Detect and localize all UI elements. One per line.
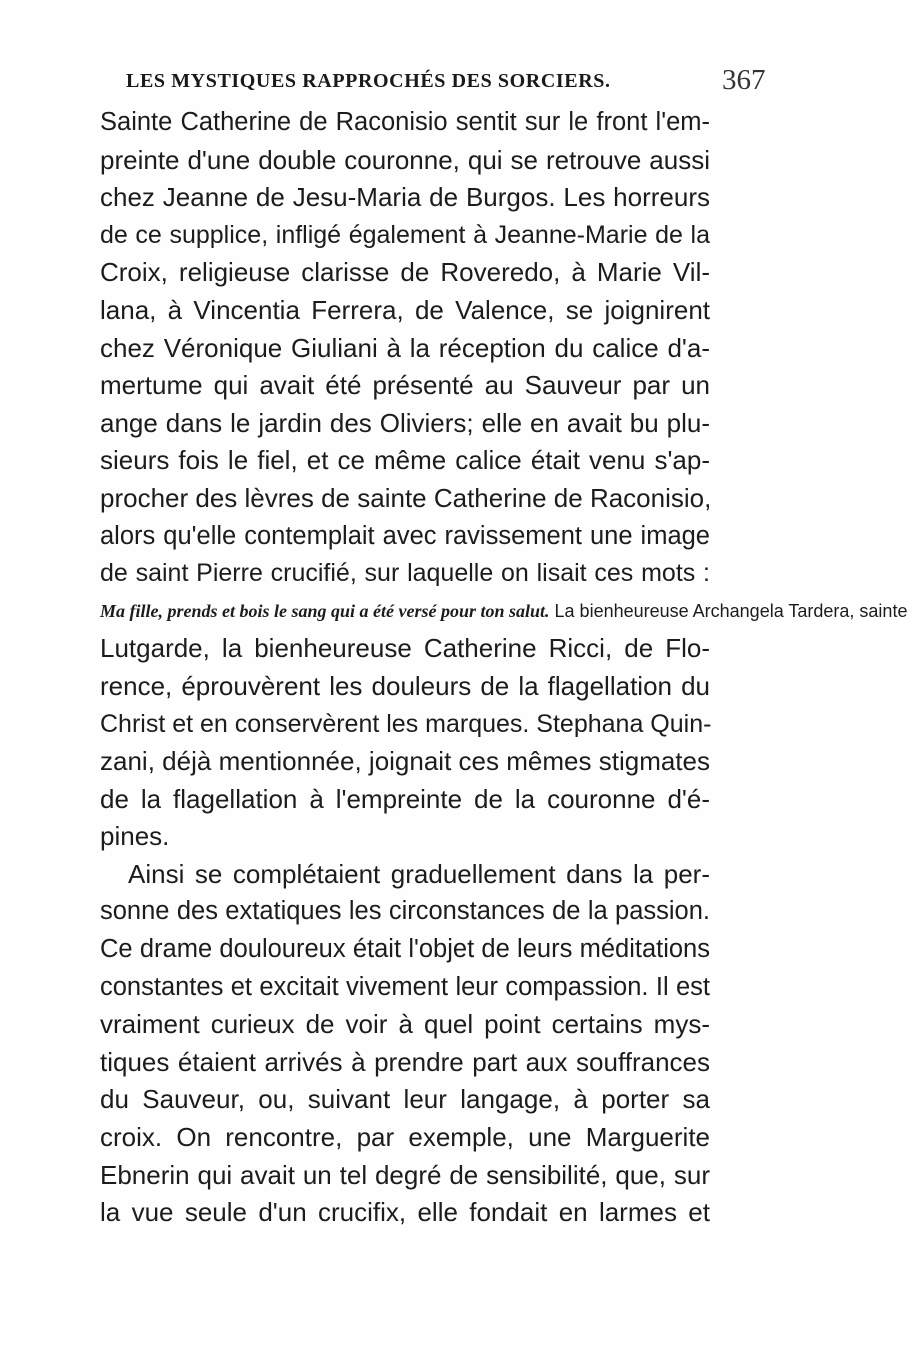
text-line: de la flagellation à l'empreinte de la couronne d'é- bbox=[100, 783, 710, 814]
text-line: croix. On rencontre, par exemple, une Marguerite bbox=[100, 1122, 710, 1153]
text-line: tiques étaient arrivés à prendre part aux souffrances bbox=[100, 1046, 710, 1077]
text-line: Croix, religieuse clarisse de Roveredo, à Marie Vil- bbox=[100, 257, 710, 288]
italic-quotation: Ma fille, prends et bois le sang qui a été versé pour ton salut. bbox=[100, 600, 550, 621]
text-line: Lutgarde, la bienheureuse Catherine Ricci, de Flo- bbox=[100, 633, 710, 664]
text-line: Ce drame douloureux était l'objet de leurs méditations bbox=[100, 935, 710, 964]
text-line: alors qu'elle contemplait avec ravissement une image bbox=[100, 521, 710, 550]
text-line: la vue seule d'un crucifix, elle fondait en larmes et bbox=[100, 1197, 710, 1228]
text-line: Sainte Catherine de Raconisio sentit sur le front l'em- bbox=[100, 108, 710, 136]
page-number: 367 bbox=[722, 64, 766, 96]
text-line: zani, déjà mentionnée, joignait ces mêmes stigmates bbox=[100, 746, 710, 777]
text-line: mertume qui avait été présenté au Sauveur par un bbox=[100, 370, 710, 401]
text-line: de saint Pierre crucifié, sur laquelle on lisait ces mots : bbox=[100, 559, 710, 588]
text-line: pines. bbox=[100, 821, 170, 852]
running-title: LES MYSTIQUES RAPPROCHÉS DES SORCIERS. bbox=[126, 70, 611, 92]
text-line: constantes et excitait vivement leur compassion. Il est bbox=[100, 972, 710, 1001]
text-line: de ce supplice, infligé également à Jeanne-Marie de la bbox=[100, 220, 710, 249]
text-line: Christ et en conservèrent les marques. Stephana Quin- bbox=[100, 709, 712, 738]
text-line: rence, éprouvèrent les douleurs de la flagellation du bbox=[100, 670, 710, 701]
body-text bbox=[100, 104, 907, 1232]
text-line: du Sauveur, ou, suivant leur langage, à porter sa bbox=[100, 1084, 710, 1115]
text-line: sonne des extatiques les circonstances de la passion. bbox=[100, 897, 710, 926]
text-line: chez Jeanne de Jesu-Maria de Burgos. Les horreurs bbox=[100, 182, 710, 213]
text-segment: La bienheureuse Archangela Tardera, sainte bbox=[549, 600, 907, 621]
paragraph-first-line: Ainsi se complétaient graduellement dans la per- bbox=[128, 858, 710, 889]
text-line-with-quote bbox=[100, 593, 907, 631]
running-header bbox=[0, 62, 800, 102]
text-line: vraiment curieux de voir à quel point certains mys- bbox=[100, 1009, 710, 1040]
text-line: preinte d'une double couronne, qui se retrouve aussi bbox=[100, 144, 710, 175]
text-line: procher des lèvres de sainte Catherine de Raconisio, bbox=[100, 482, 712, 513]
text-line: Ebnerin qui avait un tel degré de sensibilité, que, sur bbox=[100, 1159, 710, 1190]
text-line: ange dans le jardin des Oliviers; elle en avait bu plu- bbox=[100, 407, 710, 438]
text-line: lana, à Vincentia Ferrera, de Valence, se joignirent bbox=[100, 294, 710, 325]
text-line: sieurs fois le fiel, et ce même calice était venu s'ap- bbox=[100, 445, 710, 476]
text-line: chez Véronique Giuliani à la réception du calice d'a- bbox=[100, 332, 710, 363]
